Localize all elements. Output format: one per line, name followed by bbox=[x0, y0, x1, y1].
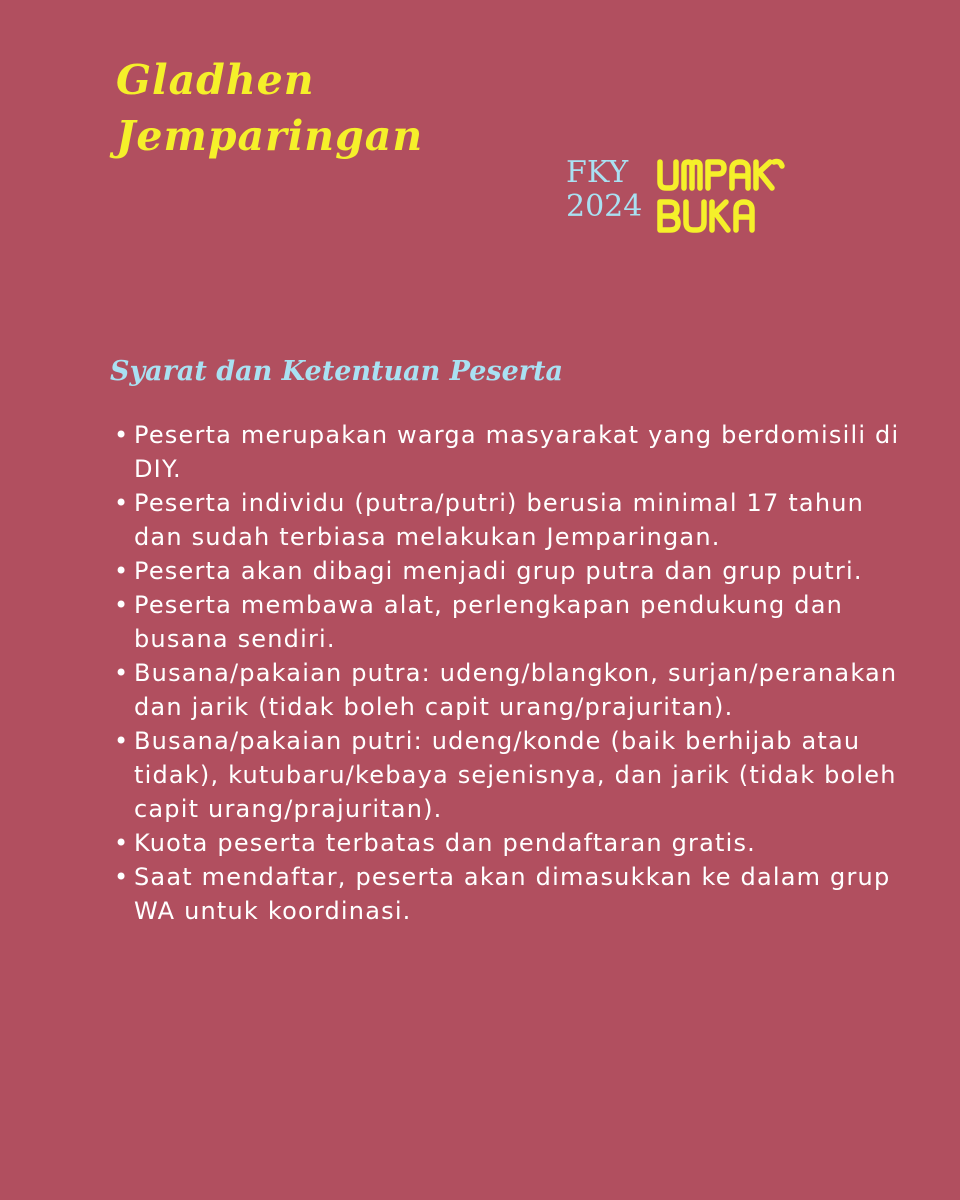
rule-item bbox=[112, 826, 912, 860]
section-title: Syarat dan Ketentuan Peserta bbox=[110, 356, 563, 387]
bullet-icon: • bbox=[114, 557, 130, 585]
bullet-icon: • bbox=[114, 863, 130, 891]
rule-text: Peserta individu (putra/putri) berusia minimal 17 tahun dan sudah terbiasa melakukan Jemparingan. bbox=[134, 489, 865, 551]
bullet-icon: • bbox=[114, 659, 130, 687]
rule-text: Peserta akan dibagi menjadi grup putra dan grup putri. bbox=[134, 557, 863, 585]
rule-text: Peserta merupakan warga masyarakat yang berdomisili di DIY. bbox=[134, 421, 900, 483]
rule-item bbox=[112, 486, 912, 554]
bullet-icon: • bbox=[114, 591, 130, 619]
event-title-line-1: Gladhen bbox=[116, 56, 315, 104]
bullet-icon: • bbox=[114, 489, 130, 517]
bullet-icon: • bbox=[114, 829, 130, 857]
event-title-line-2: Jemparingan bbox=[116, 112, 424, 160]
umpak-buka-wordmark-icon bbox=[656, 156, 832, 236]
rule-text: Busana/pakaian putra: udeng/blangkon, surjan/peranakan dan jarik (tidak boleh capit urang/prajuritan). bbox=[134, 659, 898, 721]
bullet-icon: • bbox=[114, 727, 130, 755]
rule-item bbox=[112, 588, 912, 656]
rule-text: Kuota peserta terbatas dan pendaftaran gratis. bbox=[134, 829, 757, 857]
logo-fky-year bbox=[566, 156, 642, 224]
rule-item bbox=[112, 418, 912, 486]
rule-item bbox=[112, 860, 912, 928]
rule-text: Peserta membawa alat, perlengkapan pendukung dan busana sendiri. bbox=[134, 591, 844, 653]
rule-item bbox=[112, 554, 912, 588]
logo-fky-text: FKY bbox=[566, 155, 629, 190]
rule-text: Saat mendaftar, peserta akan dimasukkan ke dalam grup WA untuk koordinasi. bbox=[134, 863, 891, 925]
logo-year-text: 2024 bbox=[566, 189, 643, 224]
bullet-icon: • bbox=[114, 421, 130, 449]
rule-item bbox=[112, 656, 912, 724]
fky-2024-logo bbox=[566, 156, 836, 236]
event-title bbox=[116, 52, 423, 164]
rule-item bbox=[112, 724, 912, 826]
rule-text: Busana/pakaian putri: udeng/konde (baik berhijab atau tidak), kutubaru/kebaya sejenisnya, dan jarik (tidak boleh capit urang/prajuritan). bbox=[134, 727, 897, 823]
rules-list bbox=[112, 418, 912, 928]
